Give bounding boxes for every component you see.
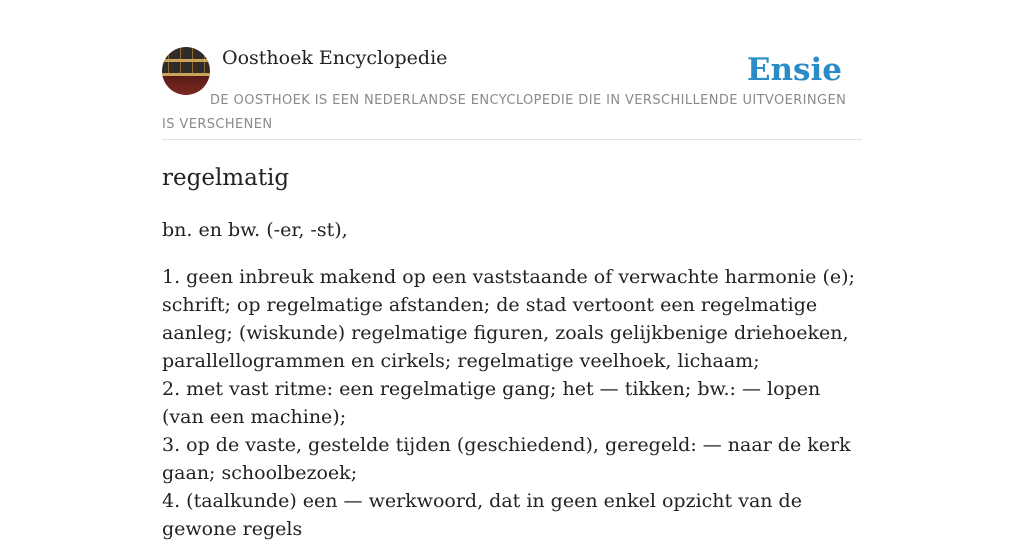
sense-item: 1. geen inbreuk makend op een vaststaande of verwachte harmonie (e); schrift; op regelmatige afstanden; de stad vertoont een regelmatige aanleg; (wiskunde) regelmatige figuren, zoals gelijkbenige driehoeken, parallellogrammen en cirkels; regelmatige veelhoek, lichaam; xyxy=(162,266,855,372)
brand-logo-link[interactable]: Ensie xyxy=(746,52,842,88)
sense-item: 4. (taalkunde) een — werkwoord, dat in geen enkel opzicht van de gewone regels xyxy=(162,490,802,540)
sense-item: 3. op de vaste, gestelde tijden (geschiedend), geregeld: — naar de kerk gaan; schoolbezoek; xyxy=(162,434,851,484)
book-band-decoration xyxy=(162,73,210,76)
site-avatar[interactable] xyxy=(162,47,210,95)
entry-grammar: bn. en bw. (-er, -st), xyxy=(162,219,348,241)
sense-item: 2. met vast ritme: een regelmatige gang; het — tikken; bw.: — lopen (van een machine); xyxy=(162,378,821,428)
site-tagline: DE OOSTHOEK IS EEN NEDERLANDSE ENCYCLOPEDIE DIE IN VERSCHILLENDE UITVOERINGEN IS VERSCHENEN xyxy=(162,93,847,132)
header-divider xyxy=(162,139,862,140)
book-band-decoration xyxy=(162,59,210,62)
entry-senses xyxy=(162,263,867,543)
site-title-link[interactable]: Oosthoek Encyclopedie xyxy=(222,47,448,69)
entry-headword: regelmatig xyxy=(162,165,290,191)
